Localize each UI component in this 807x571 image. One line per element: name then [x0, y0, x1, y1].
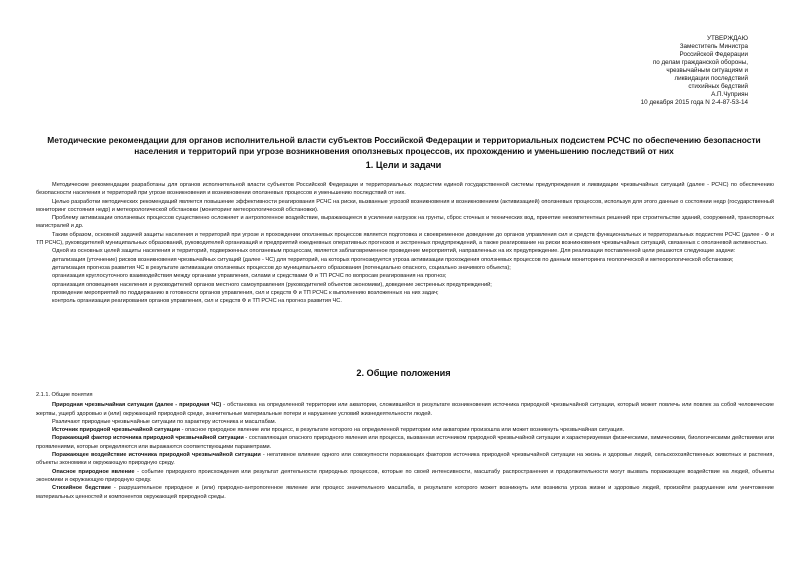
- paragraph: Методические рекомендации разработаны для органов исполнительной власти субъектов Российской Федерации и территориальных подсистем единой государственной системы предупреждения и ликвидации чрезвычайных ситуаций (далее - РСЧС) по обеспечению безопасности населения и территорий при угрозе возникновения и возникновении оползневых процессов и уменьшению последствий от них.: [36, 182, 774, 197]
- definition-paragraph: [36, 434, 774, 451]
- list-item: организация круглосуточного взаимодействия между органами управления, силами и средствами Ф и ТП РСЧС по вопросам реагирования на прогноз;: [52, 273, 447, 280]
- list-item: контроль организации реагирования органов управления, сил и средств Ф и ТП РСЧС на прогноз развития ЧС.: [52, 298, 342, 305]
- document-title: Методические рекомендации для органов исполнительной власти субъектов Российской Федерации и территориальных подсистем РСЧС по обеспечению безопасности населения и территорий при угрозе возникновения оползневых процессов, их прохождению и уменьшению последствий от них: [47, 135, 761, 156]
- definition-text: - негативное влияние одного или совокупности поражающих факторов источника природной чрезвычайной ситуации на жизнь и здоровье людей, сельскохозяйственных животных и растения, объекты экономики и окружающую природную среду.: [36, 452, 774, 467]
- approval-line: Заместитель Министра: [679, 43, 748, 50]
- definition-term: Источник природной чрезвычайной ситуации: [52, 427, 181, 434]
- definition-paragraph: [36, 401, 774, 418]
- paragraph: Одной из основных целей защиты населения и территорий, подверженных оползневым процессам, является заблаговременное проведение мероприятий, направленных на их предупреждение. Для реализации поставленной цели решаются следующие задачи:: [52, 248, 736, 255]
- approval-line: 10 декабря 2015 года N 2-4-87-53-14: [640, 99, 748, 106]
- definition-paragraph: [36, 484, 774, 501]
- paragraph: Проблему активизации оползневых процессов существенно осложняет и антропогенное воздействие, выражающееся в усилении нагрузок на грунты, сброс сточных и технических вод, принятие некомпетентных решений при строительстве зданий, сооружений, транспортных магистралей и др.: [36, 215, 774, 230]
- list-item: детализация (уточнение) рисков возникновения чрезвычайных ситуаций (далее - ЧС) для территорий, на которых прогнозируется угроза активизации прохождения оползневых процессов по данным мониторинга геологической и метеорологической обстановки;: [52, 256, 734, 263]
- section-general-body: [36, 389, 774, 501]
- approval-line: Российской Федерации: [679, 51, 748, 58]
- section-goals-body: [36, 181, 774, 305]
- definition-text: - опасное природное явление или процесс, в результате которого на определенной территории или акватории произошла или может возникнуть чрезвычайная ситуация.: [180, 427, 625, 434]
- definition-text: - обстановка на определенной территории или акватории, сложившейся в результате возникновения источника природной чрезвычайной ситуации, который может повлечь или повлек за собой человеческие жертвы, ущерб здоровью и (или) окружающей природной среде, значительные материальные потери и нарушение условий жизнедеятельности людей.: [36, 402, 775, 417]
- definition-text: - событие природного происхождения или результат деятельности природных процессов, которые по своей интенсивности, масштабу распространения и продолжительности могут вызвать поражающее воздействие на людей, объекты экономики и окружающую природную среду.: [36, 468, 774, 483]
- definition-term: Поражающее воздействие источника природной чрезвычайной ситуации: [52, 452, 261, 459]
- list-item: проведение мероприятий по поддержанию в готовности органов управления, сил и средств Ф и ТП РСЧС к выполнению возложенных на них задач;: [52, 289, 439, 296]
- definition-text: - разрушительное природное и (или) природно-антропогенное явление или процесс значительного масштаба, в результате которого может возникнуть или возникла угроза жизни и здоровью людей, произойти разрушение или уничтожение материальных ценностей и компонентов окружающей природной среды.: [36, 485, 774, 500]
- definition-text: Различают природные чрезвычайные ситуации по характеру источника и масштабам.: [52, 418, 277, 425]
- definition-term: Поражающий фактор источника природной чрезвычайной ситуации: [52, 435, 244, 442]
- list-item: организация оповещения населения и руководителей органов местного самоуправления (руководителей объектов экономики), доведение экстренных предупреждений;: [52, 281, 492, 288]
- approval-block: [528, 35, 748, 107]
- approval-line: чрезвычайным ситуациям и: [666, 67, 748, 74]
- definition-paragraph: [36, 451, 774, 468]
- definition-term: Опасное природное явление: [52, 468, 135, 475]
- list-item: детализация прогноза развития ЧС в результате активизации оползневых процессов до муниципального образования (потенциально опасного, социально значимого объекта);: [52, 264, 511, 271]
- section-heading-general: 2. Общие положения: [356, 368, 451, 378]
- definition-paragraph: [36, 426, 774, 434]
- section-heading-goals: 1. Цели и задачи: [365, 160, 442, 170]
- approval-line: УТВЕРЖДАЮ: [706, 35, 748, 42]
- definition-paragraph: [36, 418, 774, 426]
- definition-term: Природная чрезвычайная ситуация (далее - природная ЧС): [52, 402, 222, 409]
- paragraph: Целью разработки методических рекомендаций является повышение эффективности реагирования РСЧС на риски, вызванные угрозой возникновения и возникновением (активизацией) оползневых процессов, используя для этого данные о состоянии недр (государственный мониторинг состояния недр) и метеорологической обстановки (мониторинг метеорологической обстановки).: [36, 198, 774, 213]
- subsection-number: 2.1.1. Общие понятия: [36, 392, 93, 398]
- approval-line: А.П.Чуприян: [711, 91, 748, 98]
- definition-term: Стихийное бедствие: [52, 485, 111, 492]
- approval-line: по делам гражданской обороны,: [652, 59, 748, 66]
- paragraph: Таким образом, основной задачей защиты населения и территорий при угрозе и прохождении оползневых процессов является подготовка и своевременное доведение до органов управления сил и средств функциональных и территориальных подсистем РСЧС (далее - Ф и ТП РСЧС), руководителей муниципальных образований, руководителей организаций и предприятий ежедневных оперативных прогнозов и экстренных предупреждений, а также реагирование на риски возникновения чрезвычайных ситуаций, связанных с оползневой активностью.: [36, 231, 774, 247]
- definition-paragraph: [36, 468, 774, 485]
- approval-line: стихийных бедствий: [688, 83, 748, 90]
- approval-line: ликвидации последствий: [674, 75, 748, 82]
- definition-text: - составляющая опасного природного явления или процесса, вызванная источником природной чрезвычайной ситуации и характеризуемая физическими, химическими, биологическими действиями или проявлениями, которые определяются или выражаются соответствующими параметрами.: [36, 435, 774, 450]
